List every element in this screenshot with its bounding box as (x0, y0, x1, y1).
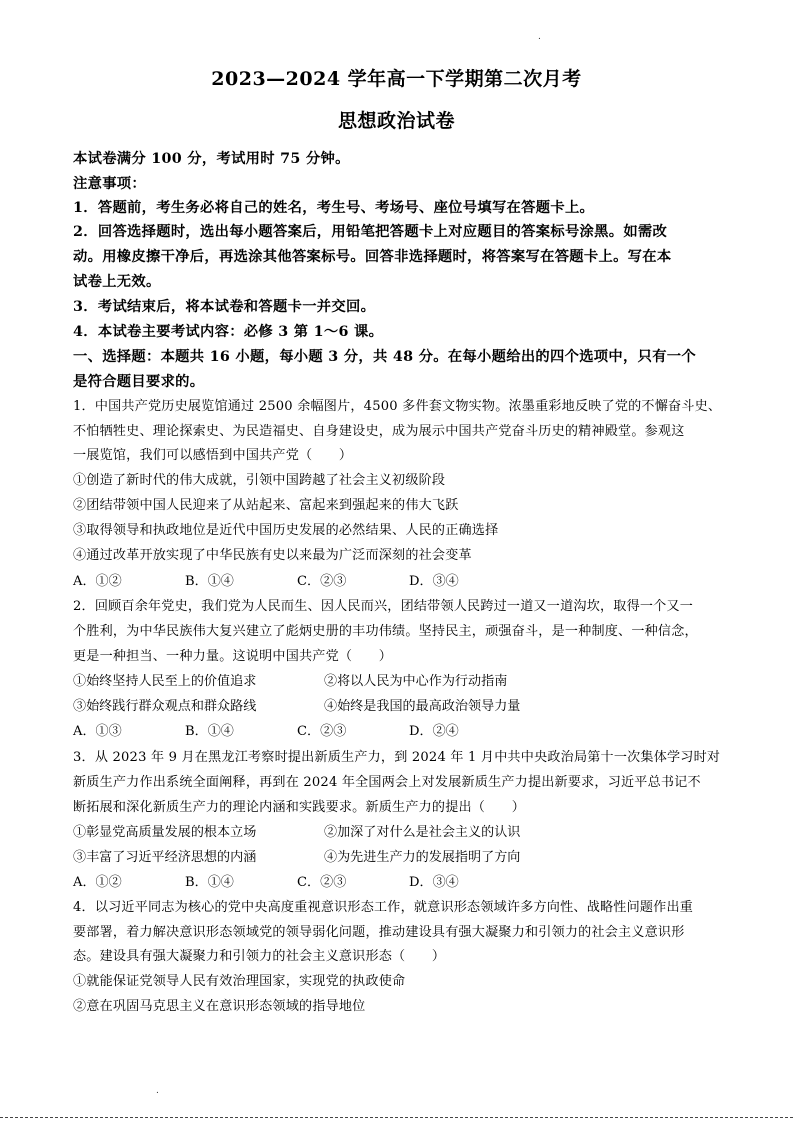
q2-option-c: C．②③ (297, 724, 347, 739)
q2-statement-2: ②将以人民为中心作为行动指南 (324, 674, 508, 689)
q2-option-d: D．②④ (409, 724, 459, 739)
q3-stem-line-1: 3．从 2023 年 9 月在黑龙江考察时提出新质生产力，到 2024 年 1 月中共中央政治局第十一次集体学习时对 (73, 750, 721, 765)
q4-statement-1: ①就能保证党领导人民有效治理国家，实现党的执政使命 (73, 974, 406, 989)
notice-item-2-line-3: 试卷上无效。 (73, 274, 161, 290)
q1-option-b: B．①④ (185, 574, 234, 589)
q4-stem-line-3: 态。建设具有强大凝聚力和引领力的社会主义意识形态（ ） (73, 949, 446, 964)
notice-item-2-line-1: 2．回答选择题时，选出每小题答案后，用铅笔把答题卡上对应题目的答案标号涂黑。如需改 (73, 224, 668, 240)
q2-statement-1: ①始终坚持人民至上的价值追求 (73, 674, 257, 689)
q1-statement-2: ②团结带领中国人民迎来了从站起来、富起来到强起来的伟大飞跃 (73, 498, 459, 513)
q1-statement-1: ①创造了新时代的伟大成就，引领中国跨越了社会主义初级阶段 (73, 473, 446, 488)
q3-statement-4: ④为先进生产力的发展指明了方向 (324, 850, 521, 865)
q1-statement-4: ④通过改革开放实现了中华民族有史以来最为广泛而深刻的社会变革 (73, 548, 472, 563)
scan-dot: . (538, 32, 541, 42)
exam-title: 2023—2024 学年高一下学期第二次月考 (211, 68, 582, 90)
q3-option-d: D．③④ (409, 875, 459, 890)
q1-option-d: D．③④ (409, 574, 459, 589)
q4-statement-2: ②意在巩固马克思主义在意识形态领域的指导地位 (73, 999, 366, 1014)
q3-option-a: A．①② (73, 875, 122, 890)
q3-statement-2: ②加深了对什么是社会主义的认识 (324, 825, 521, 840)
notice-intro: 本试卷满分 100 分，考试用时 75 分钟。 (73, 151, 350, 167)
scan-dot-bottom: . (156, 1086, 159, 1096)
notice-item-1: 1．答题前，考生务必将自己的姓名，考生号、考场号、座位号填写在答题卡上。 (73, 200, 595, 216)
q3-stem-line-3: 断拓展和深化新质生产力的理论内涵和实践要求。新质生产力的提出（ ） (73, 800, 525, 815)
q3-statement-3: ③丰富了习近平经济思想的内涵 (73, 850, 257, 865)
q3-option-b: B．①④ (185, 875, 234, 890)
q1-stem-line-1: 1．中国共产党历史展览馆通过 2500 余幅图片，4500 多件套文物实物。浓墨重彩地反映了党的不懈奋斗史、 (73, 399, 722, 414)
q2-stem-line-3: 更是一种担当、一种力量。这说明中国共产党（ ） (73, 649, 393, 664)
q2-statement-3: ③始终践行群众观点和群众路线 (73, 699, 257, 714)
q1-statement-3: ③取得领导和执政地位是近代中国历史发展的必然结果、人民的正确选择 (73, 523, 499, 538)
q1-stem-line-2: 不怕牺牲史、理论探索史、为民造福史、自身建设史，成为展示中国共产党奋斗历史的精神殿堂。参观这 (73, 424, 685, 439)
q2-option-a: A．①③ (73, 724, 122, 739)
q4-stem-line-2: 要部署，着力解决意识形态领域党的领导弱化问题，推动建设具有强大凝聚力和引领力的社会主义意识形 (73, 925, 685, 940)
q3-statement-1: ①彰显党高质量发展的根本立场 (73, 825, 257, 840)
section-heading-line-2: 是符合题目要求的。 (73, 374, 205, 390)
q1-option-c: C．②③ (297, 574, 347, 589)
q2-option-b: B．①④ (185, 724, 234, 739)
q2-stem-line-1: 2．回顾百余年党史，我们党为人民而生、因人民而兴，团结带领人民跨过一道又一道沟坎，取得一个又一 (73, 599, 694, 614)
notice-item-3: 3．考试结束后，将本试卷和答题卡一并交回。 (73, 299, 376, 315)
q3-option-c: C．②③ (297, 875, 347, 890)
q2-stem-line-2: 个胜利，为中华民族伟大复兴建立了彪炳史册的丰功伟绩。坚持民主，顽强奋斗，是一种制度、一种信念， (73, 624, 698, 639)
q2-statement-4: ④始终是我国的最高政治领导力量 (324, 699, 521, 714)
q1-option-a: A．①② (73, 574, 122, 589)
notice-item-2-line-2: 动。用橡皮擦干净后，再选涂其他答案标号。回答非选择题时，将答案写在答题卡上。写在本 (73, 249, 672, 265)
q4-stem-line-1: 4．以习近平同志为核心的党中央高度重视意识形态工作，就意识形态领域许多方向性、战略性问题作出重 (73, 900, 694, 915)
q1-stem-line-3: 一展览馆，我们可以感悟到中国共产党（ ） (73, 448, 353, 463)
section-heading-line-1: 一、选择题：本题共 16 小题，每小题 3 分，共 48 分。在每小题给出的四个选项中，只有一个 (73, 349, 696, 365)
exam-subtitle: 思想政治试卷 (337, 110, 455, 132)
notice-heading: 注意事项： (73, 176, 146, 192)
notice-item-4: 4．本试卷主要考试内容：必修 3 第 1～6 课。 (73, 324, 384, 340)
page-bottom-rule (0, 1117, 793, 1118)
q3-stem-line-2: 新质生产力作出系统全面阐释，再到在 2024 年全国两会上对发展新质生产力提出新要求，习近平总书记不 (73, 775, 701, 790)
